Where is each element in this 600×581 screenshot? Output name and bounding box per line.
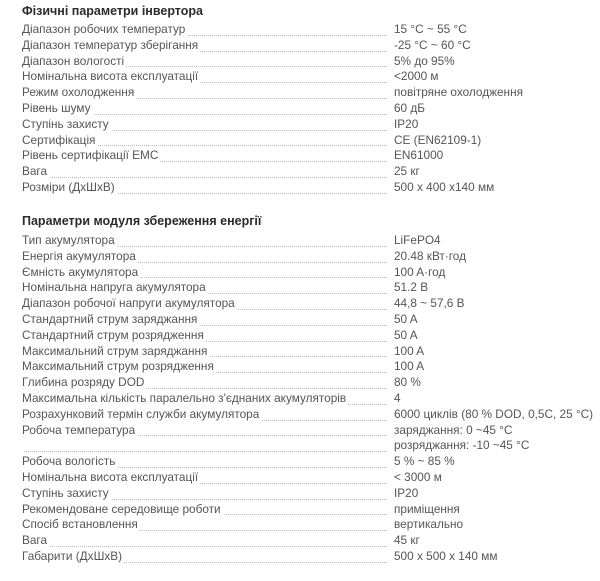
spec-value: приміщення: [394, 501, 460, 516]
spec-label-cell: [22, 249, 387, 265]
spec-value: 6000 циклів (80 % DOD, 0,5C, 25 °C): [394, 406, 594, 421]
spec-label-cell: [22, 470, 387, 486]
spec-label: Максимальний струм заряджання: [22, 343, 208, 358]
spec-label: Номінальна напруга акумулятора: [22, 280, 206, 295]
spec-value: 44,8 ~ 57,6 В: [394, 296, 465, 311]
spec-label-cell: [22, 486, 387, 502]
spec-row: [22, 117, 582, 133]
spec-value: 51.2 В: [394, 280, 429, 295]
spec-row: [22, 502, 582, 518]
spec-label: Тип акумулятора: [22, 233, 115, 247]
spec-row: [22, 517, 582, 533]
spec-value: 500 x 500 x 140 мм: [394, 548, 498, 563]
spec-label-cell: [22, 22, 387, 38]
spec-row: [22, 470, 582, 486]
spec-value: <2000 м: [394, 69, 439, 84]
spec-row: [22, 406, 594, 423]
spec-value: 100 A: [394, 343, 425, 358]
spec-label: Вага: [22, 533, 48, 548]
spec-label-cell: [22, 233, 387, 249]
spec-label: Глибина розряду DOD: [22, 375, 145, 390]
spec-label: Рекомендоване середовище роботи: [22, 501, 221, 516]
spec-label: Ємність акумулятора: [22, 264, 139, 279]
spec-row: [22, 391, 582, 407]
spec-label-cell: [22, 344, 387, 360]
spec-label-cell: [22, 265, 387, 281]
storage-spec-list: [22, 233, 594, 565]
spec-label-cell: [22, 502, 387, 518]
spec-label: Габарити (ДхШхВ): [22, 548, 123, 563]
spec-value: 45 кг: [394, 533, 420, 548]
dotted-leader: [22, 177, 387, 178]
dotted-leader: [22, 451, 387, 452]
spec-value: 50 A: [394, 327, 418, 342]
spec-label: Максимальний струм розрядження: [22, 359, 214, 374]
spec-label-cell: [22, 533, 387, 549]
spec-value: CE (EN62109-1): [394, 132, 482, 147]
spec-value: 80 %: [394, 375, 421, 390]
spec-label-cell: [22, 148, 387, 164]
spec-label: Номінальна висота експлуатації: [22, 469, 199, 484]
spec-row: [22, 101, 582, 117]
spec-label-cell: [22, 54, 387, 70]
dotted-leader: [22, 546, 387, 547]
spec-label: Ступінь захисту: [22, 485, 109, 500]
spec-row: [22, 69, 582, 85]
spec-label: Вага: [22, 164, 48, 179]
spec-label-cell: [22, 164, 387, 180]
spec-row: [22, 133, 582, 149]
spec-label: Номінальна висота експлуатації: [22, 69, 199, 84]
spec-label-cell: [22, 101, 387, 117]
spec-label-cell: [22, 438, 387, 454]
spec-value: 50 A: [394, 311, 418, 326]
spec-value: 15 °C ~ 55 °C: [394, 22, 467, 36]
spec-label: Діапазон робочої напруги акумулятора: [22, 296, 235, 311]
spec-row: [22, 164, 582, 180]
spec-label: Стандартний струм розрядження: [22, 327, 204, 342]
section-title-inverter: Фізичні параметри інвертора: [22, 4, 203, 18]
spec-value: -25 °C ~ 60 °C: [394, 37, 471, 52]
spec-label-cell: [22, 180, 387, 196]
spec-value: 25 кг: [394, 164, 420, 179]
spec-label: Робоча температура: [22, 422, 136, 437]
spec-label: Діапазон вологості: [22, 53, 125, 68]
spec-value: IP20: [394, 485, 419, 500]
spec-label-cell: [22, 407, 387, 423]
inverter-spec-list: [22, 22, 582, 196]
spec-label: Сертифікація: [22, 132, 96, 147]
section-title-storage: Параметри модуля збереження енергії: [22, 214, 262, 228]
spec-label-cell: [22, 454, 387, 470]
spec-label: Робоча вологість: [22, 454, 116, 469]
spec-value: 5% до 95%: [394, 53, 455, 68]
spec-row: [22, 454, 582, 470]
spec-value: повітряне охолодження: [394, 85, 523, 100]
spec-label-cell: [22, 296, 387, 312]
spec-value: 5 % ~ 85 %: [394, 454, 455, 469]
spec-row: [22, 486, 582, 502]
spec-row: [22, 85, 582, 101]
spec-row: [22, 249, 582, 265]
spec-label-cell: [22, 328, 387, 344]
spec-row: [22, 533, 582, 549]
spec-value: 4: [394, 390, 401, 405]
spec-label-cell: [22, 359, 387, 375]
spec-label: Розміри (ДхШхВ): [22, 179, 115, 194]
spec-label-cell: [22, 117, 387, 133]
spec-label: Розрахунковий термін служби акумулятора: [22, 406, 260, 421]
spec-label: Енергія акумулятора: [22, 248, 136, 263]
spec-row: [22, 38, 582, 54]
spec-row: [22, 359, 582, 375]
spec-row: [22, 549, 582, 565]
spec-row: [22, 54, 582, 70]
spec-label-cell: [22, 69, 387, 85]
spec-label: [22, 438, 24, 452]
spec-value: 100 A: [394, 359, 425, 374]
spec-row: [22, 423, 582, 439]
spec-label-cell: [22, 391, 387, 407]
spec-value: заряджання: 0 ~45 °C: [394, 422, 513, 437]
spec-label-cell: [22, 280, 387, 296]
spec-row: [22, 280, 582, 296]
spec-label-cell: [22, 38, 387, 54]
spec-label: Максимальна кількість паралельно з'єднаних акумуляторів: [22, 390, 347, 405]
spec-value: LiFePO4: [394, 233, 441, 247]
spec-row: [22, 22, 582, 38]
spec-label: Діапазон робочих температур: [22, 22, 186, 36]
spec-value: 100 A·год: [394, 264, 446, 279]
spec-value: EN61000: [394, 148, 444, 163]
spec-label-cell: [22, 549, 387, 565]
spec-label-cell: [22, 133, 387, 149]
spec-label-cell: [22, 375, 387, 391]
spec-row: [22, 180, 582, 196]
spec-row: [22, 375, 582, 391]
spec-value: < 3000 м: [394, 469, 442, 484]
spec-label-cell: [22, 423, 387, 439]
spec-row: [22, 233, 582, 249]
spec-label: Рівень шуму: [22, 100, 91, 115]
spec-value: 500 x 400 x140 мм: [394, 179, 495, 194]
spec-row: [22, 344, 582, 360]
spec-value: вертикально: [394, 517, 464, 532]
spec-row: [22, 148, 582, 164]
spec-value: IP20: [394, 116, 419, 131]
spec-label: Рівень сертифікації EMC: [22, 148, 159, 163]
spec-row: [22, 312, 582, 328]
spec-label-cell: [22, 517, 387, 533]
spec-label-cell: [22, 312, 387, 328]
spec-label: Спосіб встановлення: [22, 517, 138, 532]
spec-label: Режим охолодження: [22, 85, 135, 100]
spec-label: Ступінь захисту: [22, 116, 109, 131]
spec-row: [22, 296, 582, 312]
spec-value: 60 дБ: [394, 100, 426, 115]
spec-row: [22, 328, 582, 344]
spec-value: розряджання: -10 ~45 °C: [394, 438, 530, 453]
spec-row: [22, 438, 582, 454]
spec-label: Діапазон температур зберігання: [22, 37, 199, 52]
spec-row: [22, 265, 582, 281]
spec-value: 20.48 кВт·год: [394, 248, 466, 263]
spec-label: Стандартний струм заряджання: [22, 311, 198, 326]
spec-label-cell: [22, 85, 387, 101]
